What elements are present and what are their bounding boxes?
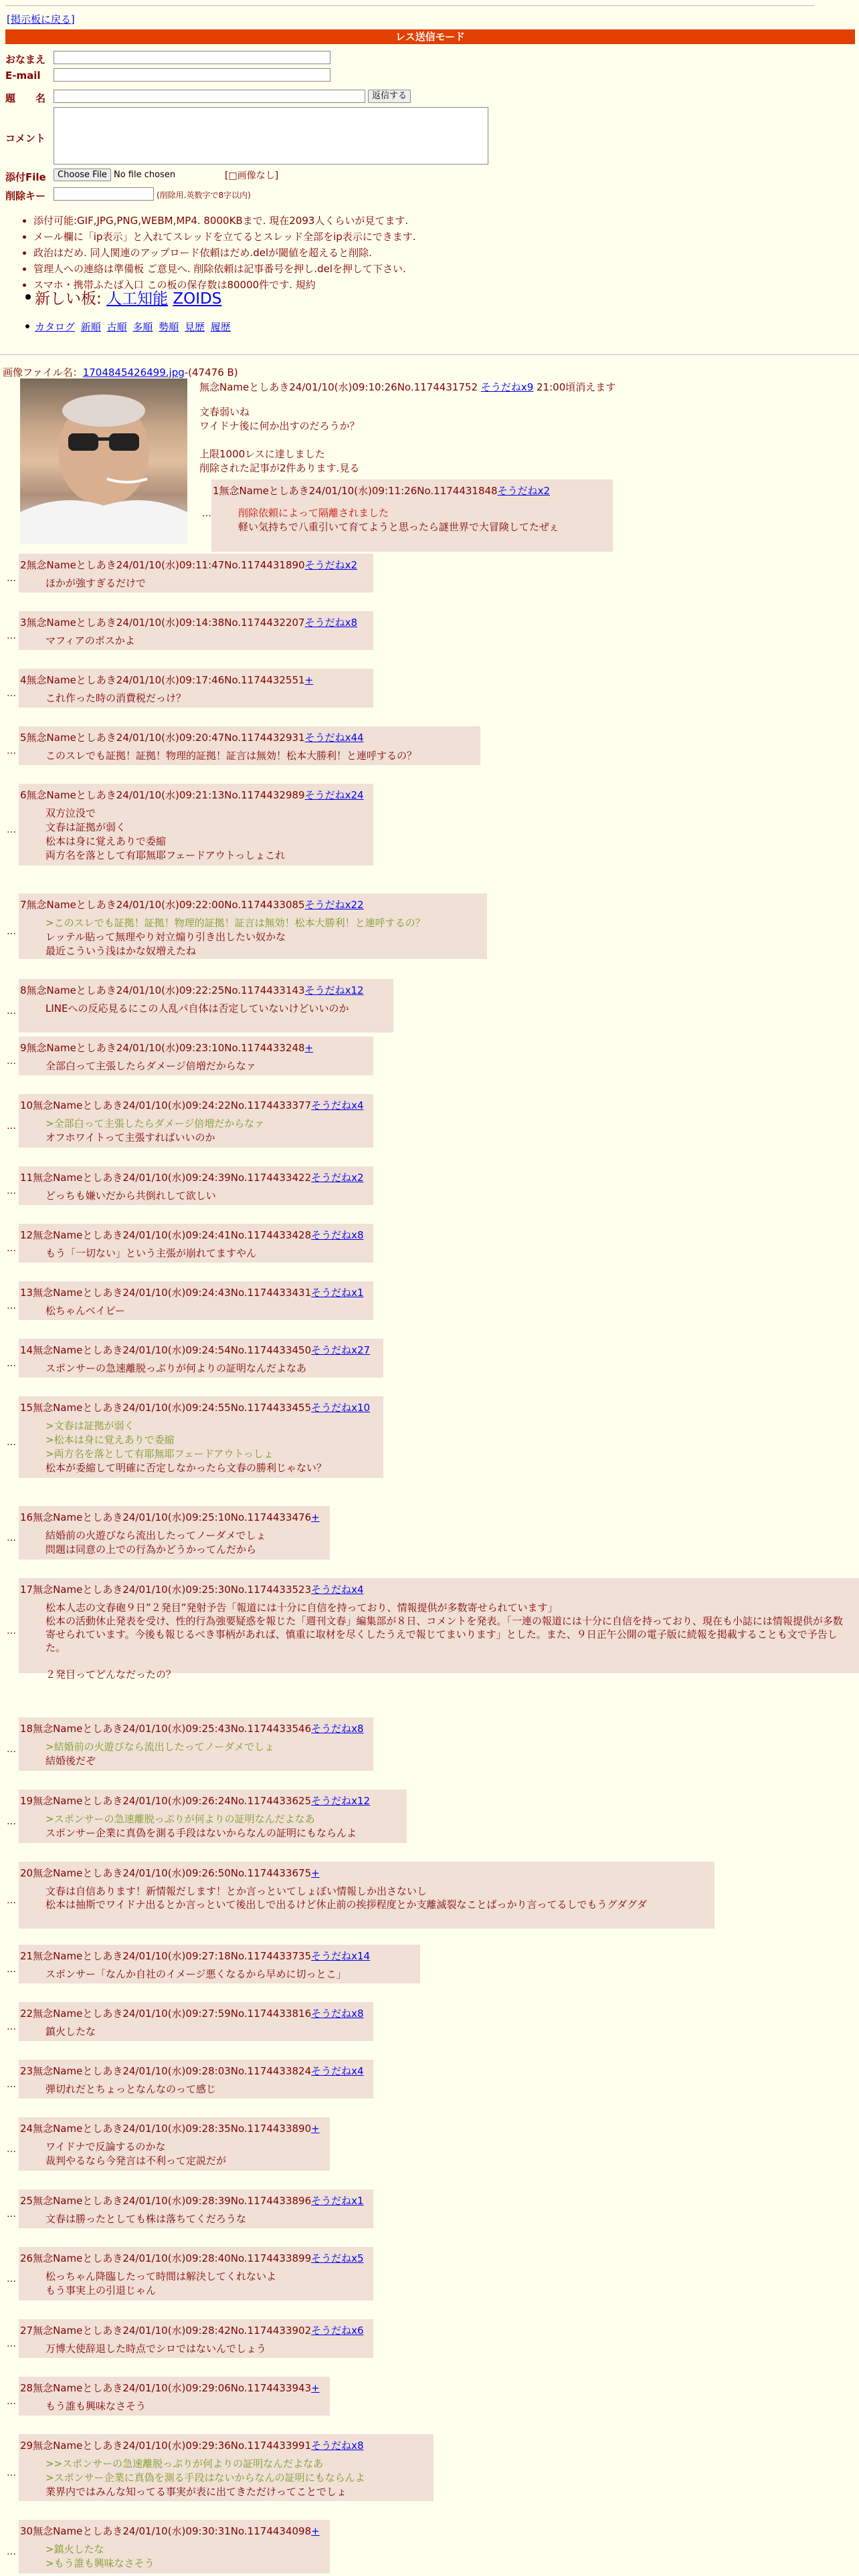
comment-label: コメント: [5, 132, 46, 144]
reply-post: [211, 479, 613, 552]
reply-body: [45, 2025, 96, 2039]
reply-header-text: 12無念Nameとしあき24/01/10(水)09:24:41No.1174433428: [20, 1229, 312, 1241]
reply-body: [45, 2270, 276, 2298]
reply-header: [20, 1041, 313, 1055]
reply-marker: …: [7, 1121, 16, 1132]
reply-post: [19, 611, 373, 650]
reply-post: [19, 2002, 373, 2041]
reply-marker: …: [7, 2396, 16, 2407]
reply-post: [19, 1506, 330, 1560]
reply-marker: …: [7, 688, 16, 699]
quote-line: >松本は身に覚えありで委縮: [45, 1434, 175, 1446]
reply-post: [19, 1790, 407, 1843]
reply-header-text: 22無念Nameとしあき24/01/10(水)09:27:59No.1174433816: [20, 2008, 312, 2020]
reply-body: [45, 2399, 146, 2413]
op-header-text: 無念Nameとしあき24/01/10(水)09:10:26No.1174431752: [199, 381, 478, 393]
reply-line: 松本は身に覚えありで委縮: [45, 835, 167, 847]
file-info: [3, 365, 238, 379]
sodane-button[interactable]: そうだねx2: [304, 559, 357, 571]
quote-line: >結婚前の火遊びなら流出したってノーダメでしょ: [45, 1741, 275, 1753]
sodane-button[interactable]: そうだねx10: [311, 1402, 371, 1414]
op-line: [199, 433, 360, 447]
sodane-button[interactable]: そうだねx14: [311, 1950, 371, 1962]
reply-header: [20, 2381, 320, 2395]
reply-post: [19, 1396, 383, 1478]
reply-body: [45, 1529, 266, 1557]
note-item: • 添付可能:GIF,JPG,PNG,WEBM,MP4. 8000KBまで. 現在2093人くらいが見てます.: [33, 213, 416, 229]
reply-header-text: 11無念Nameとしあき24/01/10(水)09:24:39No.1174433422: [20, 1172, 312, 1184]
delete-key-input[interactable]: [54, 187, 154, 201]
file-info-label: 画像ファイル名：: [3, 366, 83, 379]
name-input[interactable]: [54, 51, 330, 64]
reply-marker: …: [7, 1437, 16, 1448]
sodane-button[interactable]: +: [311, 1511, 320, 1523]
reply-header: [20, 1098, 364, 1112]
reply-line: もう事実上の引退じゃん: [45, 2284, 157, 2296]
email-label: E-mail: [5, 70, 41, 82]
reply-header: [20, 1343, 370, 1357]
sodane-button[interactable]: そうだねx8: [311, 1229, 364, 1241]
reply-marker: …: [7, 2079, 16, 2090]
reply-header-text: 24無念Nameとしあき24/01/10(水)09:28:35No.1174433890: [20, 2123, 312, 2135]
reply-header-text: 15無念Nameとしあき24/01/10(水)09:24:55No.1174433455: [20, 1402, 312, 1414]
expiry-text: 21:00頃消えます: [537, 381, 616, 393]
reply-body: [45, 1740, 274, 1768]
op-line: 上限1000レスに達しました: [199, 448, 325, 460]
reply-header-text: 2無念Nameとしあき24/01/10(水)09:11:47No.1174431890: [20, 559, 305, 571]
choose-file-button[interactable]: Choose File: [54, 169, 111, 181]
reply-header: [20, 2006, 364, 2020]
file-size: -(47476 B): [184, 366, 238, 379]
reply-marker: …: [7, 1243, 16, 1254]
reply-marker: …: [7, 1006, 16, 1016]
reply-line: 文春は証拠が弱く: [45, 821, 126, 833]
sodane-button[interactable]: そうだねx6: [311, 2325, 364, 2337]
sodane-button[interactable]: そうだねx2: [311, 1172, 364, 1184]
reply-post: [19, 893, 487, 959]
reply-marker: …: [7, 631, 16, 641]
reply-header-text: 20無念Nameとしあき24/01/10(水)09:26:50No.1174433675: [20, 1867, 312, 1879]
reply-line: 弾切れだとちょっとなんなのって感じ: [45, 2083, 216, 2095]
reply-line: 全部白って主張したらダメージ倍増だからなァ: [45, 1060, 256, 1072]
reply-header-text: 26無念Nameとしあき24/01/10(水)09:28:40No.1174433899: [20, 2252, 312, 2264]
reply-marker: …: [7, 1358, 16, 1369]
reply-body: [45, 2457, 365, 2499]
reply-marker: …: [7, 2547, 16, 2557]
quote-line: >鎮火したな: [45, 2543, 104, 2555]
no-file-chosen-text: No file chosen: [114, 170, 176, 180]
note-item: • 政治はだめ. 同人関連のアップロード依頼はだめ.delが閾値を超えると削除.: [33, 245, 416, 261]
note-item: • 管理人への連絡は準備板 ご意見へ. 削除依頼は記事番号を押し.delを押して下さい.: [33, 261, 416, 277]
reply-body: [45, 1002, 349, 1016]
thread-divider: [0, 354, 859, 355]
bullet-icon: [25, 324, 29, 328]
reply-line: 問題は同意の上での行為かどうかってんだから: [45, 1543, 257, 1555]
reply-marker: …: [7, 1964, 16, 1975]
reply-header: [20, 2193, 364, 2208]
note-item: • メール欄に「ip表示」と入れてスレッドを立てるとスレッド全部をip表示にできます.: [33, 229, 416, 245]
reply-body: [45, 916, 425, 958]
nav-link-new[interactable]: 新順: [80, 321, 101, 333]
sodane-button[interactable]: そうだねx9: [480, 381, 534, 393]
sodane-button[interactable]: そうだねx8: [304, 617, 357, 629]
reply-body: [45, 807, 285, 863]
reply-header-text: 28無念Nameとしあき24/01/10(水)09:29:06No.1174433943: [20, 2382, 312, 2394]
reply-line: 結婚後だぞ: [45, 1755, 96, 1767]
reply-line: これ作った時の消費税だっけ？: [45, 692, 187, 704]
reply-post: [19, 2377, 330, 2416]
sodane-button[interactable]: そうだねx4: [311, 1584, 364, 1596]
reply-body: [45, 1885, 701, 1911]
op-image[interactable]: [20, 379, 187, 544]
reply-marker: …: [7, 1626, 16, 1636]
reply-marker: …: [7, 1186, 16, 1196]
sodane-button[interactable]: そうだねx1: [311, 1287, 364, 1299]
reply-header-text: 19無念Nameとしあき24/01/10(水)09:26:24No.1174433625: [20, 1795, 312, 1807]
reply-line: 万博大使辞退した時点でシロではないんでしょう: [45, 2343, 267, 2355]
reply-marker: …: [7, 2209, 16, 2220]
sodane-button[interactable]: +: [311, 2382, 320, 2394]
reply-line: 松っちゃん降臨したって時間は解決してくれないよ: [45, 2270, 277, 2282]
reply-body: [45, 1967, 347, 1981]
reply-post: [19, 1224, 373, 1263]
new-board-prefix: 新しい板:: [35, 290, 102, 308]
new-board-link-zoids[interactable]: ZOIDS: [173, 290, 222, 308]
reply-header: [20, 1228, 364, 1242]
sodane-button[interactable]: +: [311, 1867, 320, 1879]
reply-line: 松本が委縮して明確に否定しなかったら文春の勝利じゃない？: [45, 1462, 327, 1474]
reply-header-text: 27無念Nameとしあき24/01/10(水)09:28:42No.1174433902: [20, 2325, 312, 2337]
reply-post: [19, 2520, 330, 2573]
op-line: 削除された記事が2件あります.見る: [199, 462, 360, 474]
reply-post: [19, 1037, 373, 1075]
reply-header-text: 16無念Nameとしあき24/01/10(水)09:25:10No.1174433476: [20, 1511, 312, 1523]
reply-line: ワイドナで反論するのかな: [45, 2141, 166, 2153]
reply-line: 削除依頼によって隔離されました: [238, 507, 389, 519]
sodane-button[interactable]: +: [311, 2123, 320, 2135]
reply-body: [45, 1362, 306, 1376]
delete-key-label: 削除キー: [5, 190, 46, 202]
quote-line: >両方名を落として有耶無耶フェードアウトっしょ: [45, 1448, 274, 1460]
reply-header: [20, 2524, 320, 2538]
reply-header-text: 25無念Nameとしあき24/01/10(水)09:28:39No.1174433896: [20, 2195, 312, 2207]
quote-line: >スポンサー企業に真偽を測る手段はないからなんの証明にもならんよ: [45, 2472, 365, 2484]
new-board-line: [35, 286, 221, 308]
reply-line: ほかが強すぎるだけで: [45, 577, 147, 589]
sodane-button[interactable]: +: [311, 2525, 320, 2537]
reply-line: スポンサー企業に真偽を測る手段はないからなんの証明にもならんよ: [45, 1827, 357, 1839]
reply-line: 文春は勝ったとしても株は落ちてくだろうな: [45, 2213, 246, 2225]
reply-body: [45, 2082, 216, 2097]
reply-header: [20, 1285, 364, 1299]
reply-post: [19, 554, 373, 593]
sodane-button[interactable]: そうだねx8: [311, 1723, 364, 1735]
reply-line: [45, 1654, 850, 1668]
reply-line: 松本の活動休止発表を受け、性的行為強要疑惑を報じた「週刊文春」編集部が８日、コメントを発表。「一連の報道には十分に自信を持っており、現在も小誌には情報提供が多数寄せられています。今後も報じるべき事柄があれば、慎重に取材を尽くしたうえで報じてまいります」とした。また、９日正午公開の電子版に続報を掲載することも文で予告した。: [45, 1615, 843, 1654]
reply-line: もう「一切ない」という主張が崩れてますやん: [45, 1247, 257, 1259]
reply-header: [20, 1949, 370, 1963]
nav-link-old[interactable]: 古順: [106, 321, 127, 333]
op-body: [199, 405, 360, 475]
reply-line: このスレでも証拠！証拠！物理的証拠！証言は無効！松本大勝利！と連呼するの？: [45, 750, 417, 762]
reply-line: 松本人志の文春砲９日”２発目”発射予告「報道には十分に自信を持っており、情報提供が多数寄せられています」: [45, 1602, 558, 1614]
reply-header-text: 4無念Nameとしあき24/01/10(水)09:17:46No.1174432551: [20, 674, 305, 686]
quote-line: >文春は証拠が弱く: [45, 1420, 134, 1432]
reply-header: [20, 1400, 370, 1414]
attach-file-label: 添付File: [5, 171, 46, 183]
reply-header: [20, 2121, 320, 2135]
reply-header-text: 1無念Nameとしあき24/01/10(水)09:11:26No.1174431848: [213, 485, 498, 497]
subject-label: 題 名: [5, 92, 46, 104]
bullet-icon: [25, 294, 31, 300]
reply-post: [19, 669, 373, 708]
reply-post: [19, 979, 393, 1033]
reply-body: [238, 506, 559, 534]
quote-line: >このスレでも証拠！証拠！物理的証拠！証言は無効！松本大勝利！と連呼するの？: [45, 917, 425, 929]
back-to-board-link[interactable]: [掲示板に戻る]: [7, 13, 75, 25]
reply-header-text: 17無念Nameとしあき24/01/10(水)09:25:30No.1174433523: [20, 1584, 312, 1596]
reply-body: [45, 1189, 216, 1203]
reply-line: 業界内ではみんな知ってる事実が表に出てきただけってことでしょ: [45, 2486, 347, 2498]
reply-header-text: 9無念Nameとしあき24/01/10(水)09:23:10No.1174433248: [20, 1042, 305, 1054]
reply-header: [213, 484, 550, 498]
sodane-button[interactable]: そうだねx8: [311, 2440, 364, 2452]
no-image-checkbox[interactable]: [□画像なし]: [225, 171, 279, 181]
reply-body: [45, 1812, 357, 1840]
reply-header-text: 7無念Nameとしあき24/01/10(水)09:22:00No.1174433085: [20, 899, 305, 911]
sodane-button[interactable]: そうだねx8: [311, 2008, 364, 2020]
reply-header-text: 8無念Nameとしあき24/01/10(水)09:22:25No.1174433143: [20, 984, 305, 996]
reply-header: [20, 897, 364, 911]
reply-line: LINEへの反応見るにこの人乱パ自体は否定していないけどいいのか: [45, 1002, 349, 1014]
catalog-nav: [35, 320, 231, 334]
reply-marker: …: [7, 825, 16, 835]
sodane-button[interactable]: そうだねx4: [311, 2065, 364, 2077]
sodane-button[interactable]: そうだねx4: [311, 1099, 364, 1111]
reply-marker: …: [7, 1301, 16, 1311]
photo-placeholder-icon: [20, 379, 187, 544]
reply-header: [20, 673, 313, 687]
reply-header-text: 21無念Nameとしあき24/01/10(水)09:27:18No.1174433735: [20, 1950, 312, 1962]
reply-post: [19, 2189, 373, 2228]
top-divider: [5, 5, 815, 6]
reply-line: スポンサーの急速離脱っぷりが何よりの証明なんだよなあ: [45, 1362, 307, 1374]
op-line: 文春弱いね: [199, 406, 250, 418]
reply-body: [45, 1059, 256, 1073]
reply-line: レッテル貼って無理やり対立煽り引き出したい奴かな: [45, 931, 286, 943]
note-item: • スマホ・携帯ふたば入口 この板の保存数は80000件です. 規約: [33, 277, 416, 293]
nav-link-catalog[interactable]: カタログ: [35, 321, 76, 333]
reply-body: [45, 749, 417, 763]
reply-post: [19, 1578, 859, 1681]
reply-header: [20, 2064, 364, 2078]
sodane-button[interactable]: そうだねx27: [311, 1344, 371, 1356]
reply-marker: …: [7, 1744, 16, 1755]
reply-post: [19, 1281, 373, 1320]
reply-post: [19, 1945, 420, 1983]
nav-link-many[interactable]: 多順: [132, 321, 153, 333]
reply-header: [20, 1582, 364, 1596]
reply-line: 鎮火したな: [45, 2026, 96, 2038]
reply-marker: …: [7, 1533, 16, 1543]
reply-line: 松ちゃんベイビー: [45, 1305, 126, 1317]
quote-line: >スポンサーの急速離脱っぷりが何よりの証明なんだよなあ: [45, 1813, 315, 1825]
reply-post: [19, 784, 373, 865]
reply-body: [45, 691, 186, 706]
reply-mode-banner: レス送信モード: [5, 29, 855, 44]
reply-line: もう誰も興味なさそう: [45, 2400, 147, 2412]
reply-marker: …: [202, 508, 211, 519]
reply-body: [45, 2140, 226, 2168]
reply-body: [45, 1117, 264, 1145]
op-header: [199, 380, 615, 394]
submit-reply-button[interactable]: 返信する: [368, 90, 411, 103]
reply-line: 文春は自信あります！新情報だします！とか言っといてしょぼい情報しか出さないし: [45, 1885, 427, 1897]
reply-post: [19, 2247, 373, 2300]
reply-header: [20, 2438, 364, 2452]
reply-marker: …: [7, 2274, 16, 2284]
sodane-button[interactable]: そうだねx24: [304, 789, 364, 801]
reply-post: [19, 726, 480, 765]
reply-header-text: 13無念Nameとしあき24/01/10(水)09:24:43No.1174433431: [20, 1287, 312, 1299]
reply-body: [45, 2342, 266, 2356]
reply-post: [19, 1717, 373, 1771]
reply-header-text: 5無念Nameとしあき24/01/10(水)09:20:47No.1174432931: [20, 732, 305, 744]
reply-line: オフホワイトって主張すればいいのか: [45, 1132, 215, 1144]
nav-link-history[interactable]: 履歴: [210, 321, 231, 333]
reply-marker: …: [7, 2339, 16, 2349]
reply-line: 最近こういう浅はかな奴増えたね: [45, 945, 197, 957]
reply-marker: …: [7, 926, 16, 937]
op-line: ワイドナ後に何か出すのだろうか？: [199, 420, 360, 432]
subject-input[interactable]: [54, 90, 365, 103]
delete-key-note: (削除用.英数字で8字以内): [157, 191, 251, 200]
reply-header: [20, 558, 357, 572]
reply-post: [19, 2434, 434, 2501]
reply-header-text: 14無念Nameとしあき24/01/10(水)09:24:54No.1174433450: [20, 1344, 312, 1356]
quote-line: >もう誰も興味なさそう: [45, 2557, 155, 2569]
reply-post: [19, 1339, 383, 1378]
reply-marker: …: [7, 2144, 16, 2155]
reply-marker: …: [7, 1895, 16, 1906]
reply-line: 裁判やるなら今発言は不利って定説だが: [45, 2155, 227, 2167]
reply-header: [20, 615, 357, 629]
reply-line: マフィアのボスかよ: [45, 635, 135, 647]
quote-line: >>スポンサーの急速離脱っぷりが何よりの証明なんだよなあ: [45, 2458, 324, 2470]
new-board-link-ai[interactable]: 人工知能: [106, 290, 169, 308]
reply-header: [20, 2323, 364, 2337]
reply-line: 松本は抽斯でワイドナ出るとか言っといて後出しで出るけど休止前の挨拶程度とか支離滅裂なことばっかり言ってるしでもうグダグダ: [45, 1899, 647, 1911]
nav-link-viewed[interactable]: 見歴: [184, 321, 205, 333]
sodane-button[interactable]: そうだねx5: [311, 2252, 364, 2264]
sodane-button[interactable]: そうだねx12: [311, 1795, 371, 1807]
reply-post: [19, 1094, 373, 1148]
reply-line: 軽い気持ちで八重引いて育てようと思ったら謎世界で大冒険してたぜぇ: [238, 521, 559, 533]
quote-line: >全部白って主張したらダメージ倍増だからなァ: [45, 1117, 265, 1130]
reply-marker: …: [7, 573, 16, 584]
reply-line: 両方名を落として有耶無耶フェードアウトっしょこれ: [45, 849, 286, 861]
reply-line: 結婚前の火遊びなら流出したってノーダメでしょ: [45, 1529, 266, 1541]
reply-header: [20, 2251, 364, 2265]
reply-body: [45, 1419, 326, 1475]
reply-post: [19, 2060, 373, 2099]
reply-header-text: 3無念Nameとしあき24/01/10(水)09:14:38No.1174432207: [20, 617, 305, 629]
reply-header: [20, 788, 364, 802]
sodane-button[interactable]: そうだねx22: [304, 899, 364, 911]
reply-post: [19, 2319, 373, 2358]
board-notes: [20, 213, 416, 293]
reply-header: [20, 1866, 320, 1880]
reply-body: [45, 1304, 125, 1318]
sodane-button[interactable]: そうだねx44: [304, 732, 364, 744]
reply-marker: …: [7, 1056, 16, 1067]
reply-header: [20, 1721, 364, 1735]
reply-header: [20, 983, 364, 997]
reply-header: [20, 1794, 370, 1808]
reply-header-text: 23無念Nameとしあき24/01/10(水)09:28:03No.1174433824: [20, 2065, 312, 2077]
reply-body: [45, 576, 146, 591]
reply-marker: …: [7, 2022, 16, 2032]
image-filename-link[interactable]: 1704845426499.jpg: [82, 366, 185, 379]
name-label: おなまえ: [5, 53, 46, 66]
reply-line: どっちも嫌いだから共倒れして欲しい: [45, 1190, 216, 1202]
reply-body: [45, 1601, 850, 1681]
reply-header-text: 18無念Nameとしあき24/01/10(水)09:25:43No.1174433546: [20, 1723, 312, 1735]
reply-header: [20, 1170, 364, 1184]
reply-header: [20, 730, 364, 744]
reply-header-text: 29無念Nameとしあき24/01/10(水)09:29:36No.1174433991: [20, 2440, 312, 2452]
sodane-button[interactable]: +: [304, 674, 314, 686]
reply-post: [19, 2117, 330, 2171]
reply-body: [45, 1247, 256, 1261]
reply-body: [45, 634, 135, 648]
email-input[interactable]: [54, 68, 330, 82]
reply-header-text: 10無念Nameとしあき24/01/10(水)09:24:22No.1174433377: [20, 1099, 312, 1111]
reply-header-text: 30無念Nameとしあき24/01/10(水)09:30:31No.1174434098: [20, 2525, 312, 2537]
sodane-button[interactable]: そうだねx1: [311, 2195, 364, 2207]
sodane-button[interactable]: そうだねx2: [497, 485, 550, 497]
reply-body: [45, 2212, 246, 2226]
sodane-button[interactable]: そうだねx12: [304, 984, 364, 996]
reply-line: スポンサー「なんか自社のイメージ悪くなるから早めに切っとこ」: [45, 1968, 347, 1980]
nav-link-momentum[interactable]: 勢順: [159, 321, 179, 333]
reply-marker: …: [7, 746, 16, 756]
reply-post: [19, 1166, 373, 1205]
sodane-button[interactable]: +: [304, 1042, 314, 1054]
comment-textarea[interactable]: [54, 107, 488, 165]
reply-header-text: 6無念Nameとしあき24/01/10(水)09:21:13No.1174432989: [20, 789, 305, 801]
reply-marker: …: [7, 2468, 16, 2478]
reply-post: [19, 1862, 714, 1929]
reply-marker: …: [7, 1816, 16, 1827]
reply-line: 双方泣没で: [45, 807, 96, 819]
reply-body: [45, 2543, 155, 2571]
reply-line: ２発目ってどんなだったの？: [45, 1669, 177, 1681]
reply-header: [20, 1510, 320, 1524]
